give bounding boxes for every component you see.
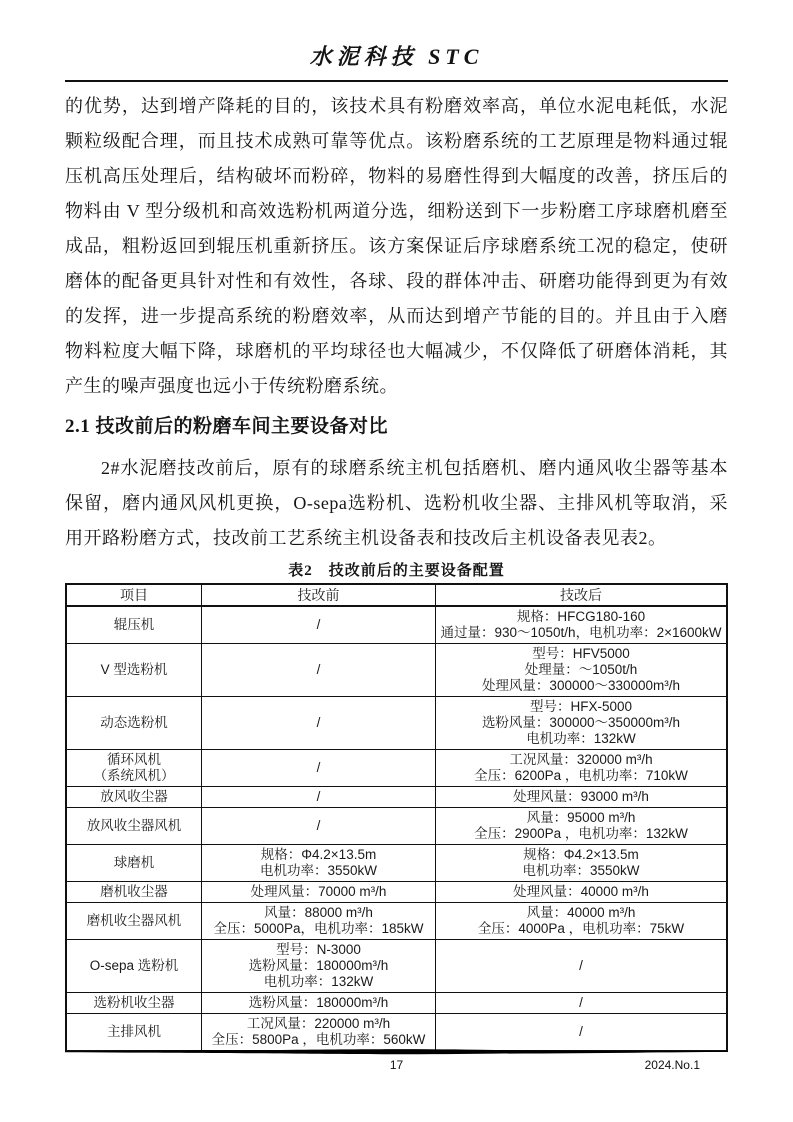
cell-line: 型号：HFX-5000 bbox=[529, 699, 632, 714]
footer-row bbox=[65, 1058, 728, 1076]
cell-line: 磨机收尘器 bbox=[100, 884, 168, 899]
before-cell bbox=[202, 903, 436, 940]
cell-line: 规格：HFCG180-160 bbox=[516, 609, 646, 624]
item-cell bbox=[66, 1014, 202, 1052]
table-row bbox=[66, 882, 727, 903]
issue-label: 2024.No.1 bbox=[644, 1058, 700, 1072]
before-cell bbox=[202, 644, 436, 697]
table-row bbox=[66, 1014, 727, 1052]
cell-line: 电机功率：3550kW bbox=[259, 863, 377, 878]
cell-line: 风量：40000 m³/h bbox=[526, 905, 636, 920]
equipment-table-body bbox=[66, 606, 727, 1051]
after-cell bbox=[435, 750, 727, 787]
cell-line: 型号：N-3000 bbox=[276, 942, 361, 957]
cell-line: 处理量：～1050t/h bbox=[524, 662, 638, 677]
body-paragraph-2: 2#水泥磨技改前后，原有的球磨系统主机包括磨机、磨内通风收尘器等基本保留，磨内通风风机更换，O-sepa选粉机、选粉机收尘器、主排风机等取消，采用开路粉磨方式，技改前工艺系统主机设备表和技改后主机设备表见表2。 bbox=[65, 458, 728, 548]
cell-line: （系统风机） bbox=[93, 768, 175, 783]
column-header-before: 技改前 bbox=[202, 584, 436, 606]
item-cell bbox=[66, 644, 202, 697]
table-row bbox=[66, 808, 727, 845]
cell-line: / bbox=[316, 760, 321, 775]
after-cell bbox=[435, 1014, 727, 1052]
item-cell bbox=[66, 940, 202, 993]
cell-line: / bbox=[579, 1024, 583, 1039]
cell-line: 处理风量：93000 m³/h bbox=[513, 789, 649, 804]
after-cell bbox=[435, 940, 727, 993]
before-cell bbox=[202, 697, 436, 750]
table-row bbox=[66, 750, 727, 787]
footer-divider bbox=[65, 1047, 728, 1056]
cell-line: 放风收尘器 bbox=[100, 789, 168, 804]
table-row bbox=[66, 787, 727, 808]
item-cell bbox=[66, 845, 202, 882]
before-cell bbox=[202, 940, 436, 993]
cell-line: 全压：5000Pa，电机功率：185kW bbox=[213, 921, 424, 936]
cell-line: 全压：2900Pa ，电机功率：132kW bbox=[474, 826, 688, 841]
cell-line: 处理风量：40000 m³/h bbox=[513, 884, 649, 899]
after-cell bbox=[435, 993, 727, 1014]
page-number: 17 bbox=[389, 1058, 404, 1072]
item-cell bbox=[66, 750, 202, 787]
cell-line: 全压：6200Pa ，电机功率：710kW bbox=[474, 768, 688, 783]
after-cell bbox=[435, 697, 727, 750]
cell-line: / bbox=[579, 958, 583, 973]
cell-line: 处理风量：70000 m³/h bbox=[250, 884, 387, 899]
cell-line: 电机功率：132kW bbox=[526, 731, 636, 746]
item-cell bbox=[66, 993, 202, 1014]
after-cell bbox=[435, 903, 727, 940]
table-row bbox=[66, 993, 727, 1014]
cell-line: / bbox=[316, 715, 321, 730]
cell-line: 电机功率：132kW bbox=[263, 974, 374, 989]
item-cell bbox=[66, 808, 202, 845]
before-cell bbox=[202, 787, 436, 808]
before-cell bbox=[202, 750, 436, 787]
cell-line: 选粉风量：180000m³/h bbox=[248, 995, 389, 1010]
column-header-after: 技改后 bbox=[435, 584, 727, 606]
cell-line: / bbox=[579, 995, 583, 1010]
equipment-table bbox=[65, 583, 728, 1052]
journal-title: 水泥科技 STC bbox=[309, 44, 484, 69]
cell-line: 放风收尘器风机 bbox=[86, 818, 182, 833]
cell-line: 规格：Φ4.2×13.5m bbox=[523, 847, 639, 862]
cell-line: 工况风量：220000 m³/h bbox=[246, 1016, 391, 1031]
before-cell bbox=[202, 606, 436, 644]
cell-line: / bbox=[316, 789, 321, 804]
cell-line: 球磨机 bbox=[113, 855, 155, 870]
after-cell bbox=[435, 845, 727, 882]
cell-line: V 型选粉机 bbox=[100, 662, 168, 677]
body-paragraph-1: 的优势，达到增产降耗的目的，该技术具有粉磨效率高，单位水泥电耗低，水泥颗粒级配合理，而且技术成熟可靠等优点。该粉磨系统的工艺原理是物料通过辊压机高压处理后，结构破坏而粉碎，物料的易磨性得到大幅度的改善，挤压后的物料由 V 型分级机和高效选粉机两道分选，细粉送到下一步粉磨工序球磨机磨至成品，粗粉返回到辊压机重新挤压。该方案保证后序球磨系统工况的稳定，使研磨体的配备更具针对性和有效性，各球、段的群体冲击、研磨功能得到更为有效的发挥，进一步提高系统的粉磨效率，从而达到增产节能的目的。并且由于入磨物料粒度大幅下降，球磨机的平均球径也大幅减少，不仅降低了研磨体消耗，其产生的噪声强度也远小于传统粉磨系统。 bbox=[65, 96, 728, 396]
table-row bbox=[66, 903, 727, 940]
page-footer bbox=[65, 1047, 728, 1076]
cell-line: / bbox=[316, 617, 321, 632]
header-row bbox=[66, 584, 727, 606]
after-cell bbox=[435, 808, 727, 845]
section-heading: 2.1 技改前后的粉磨车间主要设备对比 bbox=[65, 416, 389, 437]
before-cell bbox=[202, 882, 436, 903]
cell-line: 规格：Φ4.2×13.5m bbox=[260, 847, 377, 862]
cell-line: 工况风量：320000 m³/h bbox=[509, 752, 653, 767]
header-rule bbox=[65, 80, 728, 82]
cell-line: / bbox=[316, 818, 321, 833]
page-content bbox=[65, 0, 728, 1052]
table-row bbox=[66, 697, 727, 750]
cell-line: 通过量：930～1050t/h，电机功率：2×1600kW bbox=[440, 625, 722, 640]
before-cell bbox=[202, 845, 436, 882]
cell-line: 选粉机收尘器 bbox=[93, 995, 175, 1010]
after-cell bbox=[435, 606, 727, 644]
table-row bbox=[66, 845, 727, 882]
item-cell bbox=[66, 606, 202, 644]
after-cell bbox=[435, 644, 727, 697]
cell-line: 选粉风量：300000～350000m³/h bbox=[481, 715, 681, 730]
cell-line: 辊压机 bbox=[113, 617, 155, 632]
cell-line: 全压：5800Pa ，电机功率：560kW bbox=[211, 1032, 426, 1047]
cell-line: 动态选粉机 bbox=[100, 715, 168, 730]
after-cell bbox=[435, 882, 727, 903]
column-header-item: 项目 bbox=[66, 584, 202, 606]
cell-line: 全压：4000Pa ，电机功率：75kW bbox=[477, 921, 685, 936]
item-cell bbox=[66, 903, 202, 940]
before-cell bbox=[202, 1014, 436, 1052]
before-cell bbox=[202, 808, 436, 845]
table-row bbox=[66, 606, 727, 644]
table-row bbox=[66, 940, 727, 993]
cell-line: O-sepa 选粉机 bbox=[89, 958, 179, 973]
item-cell bbox=[66, 882, 202, 903]
table-row bbox=[66, 644, 727, 697]
cell-line: 循环风机 bbox=[107, 752, 161, 767]
cell-line: 型号：HFV5000 bbox=[532, 646, 630, 661]
item-cell bbox=[66, 787, 202, 808]
cell-line: 选粉风量：180000m³/h bbox=[248, 958, 389, 973]
cell-line: 处理风量：300000～330000m³/h bbox=[481, 678, 681, 693]
cell-line: 电机功率：3550kW bbox=[522, 863, 640, 878]
cell-line: 风量：95000 m³/h bbox=[526, 810, 636, 825]
cell-line: / bbox=[316, 662, 321, 677]
cell-line: 风量：88000 m³/h bbox=[264, 905, 373, 920]
after-cell bbox=[435, 787, 727, 808]
equipment-table-header bbox=[66, 584, 727, 606]
item-cell bbox=[66, 697, 202, 750]
cell-line: 磨机收尘器风机 bbox=[86, 913, 182, 928]
table-caption: 表2 技改前后的主要设备配置 bbox=[288, 563, 505, 579]
cell-line: 主排风机 bbox=[107, 1024, 161, 1039]
before-cell bbox=[202, 993, 436, 1014]
